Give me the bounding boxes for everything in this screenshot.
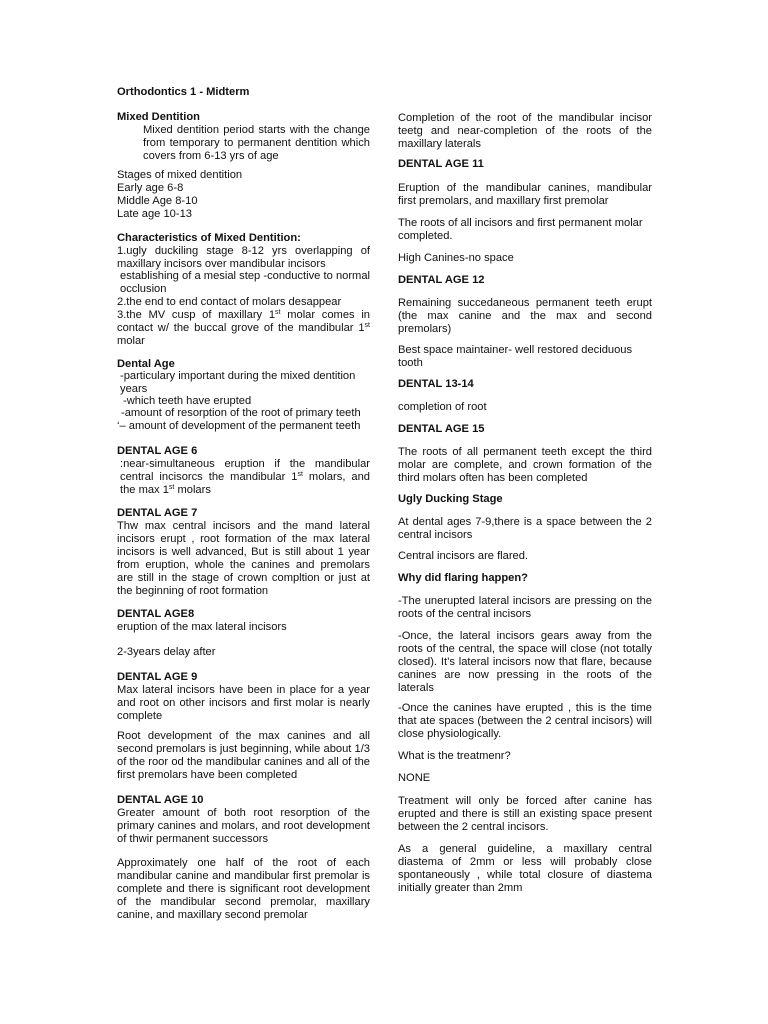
dental-age-9-paragraph: Max lateral incisors have been in place for a year and root on other incisors and first molar is nearly complete [117,684,370,722]
characteristic-3 [117,309,370,348]
dental-age-8-heading: DENTAL AGE8 [117,608,195,620]
dental-age-15-paragraph: The roots of all permanent teeth except the third molar are complete, and crown formation of the third molars often has been completed [398,446,652,484]
dental-13-14-paragraph: completion of root [398,401,487,413]
completion-paragraph: Completion of the root of the mandibular incisor teetg and near-completion of the roots of the maxillary laterals [398,112,652,150]
mixed-dentition-paragraph: Mixed dentition period starts with the change from temporary to permanent dentition which covers from 6-13 yrs of age [143,124,370,162]
dental-13-14-heading: DENTAL 13-14 [398,378,474,390]
characteristics-heading: Characteristics of Mixed Dentition: [117,232,301,244]
dental-age-8-delay: 2-3years delay after [117,646,216,658]
dental-age-10-approx-paragraph: Approximately one half of the root of each mandibular canine and mandibular first premolar is complete and there is significant root development of the mandibular second premolar, maxillary canine, and maxillary second premolar [117,857,370,921]
dental-age-7-paragraph: Thw max central incisors and the mand lateral incisors erupt , root formation of the max lateral incisors is well advanced, But is still about 1 year from eruption, whole the canines and premolars are still in the stage of crown compltion or just at the beginning of root formation [117,520,370,597]
dental-age-11-heading: DENTAL AGE 11 [398,158,484,170]
flaring-reason-3: -Once the canines have erupted , this is the time that ate spaces (between the 2 central incisors) will close physiologically. [398,702,652,740]
dental-age-12-heading: DENTAL AGE 12 [398,274,485,286]
superscript: st [275,309,281,316]
flaring-reason-1: -The unerupted lateral incisors are pressing on the roots of the central incisors [398,595,652,620]
ugly-ducking-paragraph: At dental ages 7-9,there is a space between the 2 central incisors [398,516,652,541]
ugly-ducking-flared: Central incisors are flared. [398,550,529,562]
flaring-reason-2: -Once, the lateral incisors gears away from the roots of the central, the space will close (not totally closed). It’s lateral incisors now that flare, because canines are now pressing in the roots of the laterals [398,630,652,694]
stages-line: Middle Age 8-10 [117,195,198,207]
flaring-question-heading: Why did flaring happen? [398,572,528,584]
characteristic-1: 1.ugly duckiling stage 8-12 yrs overlapping of maxillary incisors over mandibular incisors [117,245,370,270]
dental-age-8-paragraph: eruption of the max lateral incisors [117,621,287,633]
characteristic-3-text: molar [117,334,145,347]
dental-age-15-heading: DENTAL AGE 15 [398,423,485,435]
treatment-none: NONE [398,772,431,784]
dental-age-6-text: molars [174,483,211,496]
dental-age-10-paragraph: Greater amount of both root resorption of the primary canines and molars, and root development of thwir permanent successors [117,807,370,845]
dental-age-point: ‘– amount of development of the permanent teeth [117,420,361,432]
dental-age-point: -particulary important during the mixed dentition years [120,370,356,395]
characteristic-3-text: 3.the MV cusp of maxillary 1 [117,309,276,321]
dental-age-6-text: molars, and the max 1 [120,470,370,496]
ugly-ducking-heading: Ugly Ducking Stage [398,493,503,505]
dental-age-9-heading: DENTAL AGE 9 [117,671,198,683]
characteristic-3-text: molar comes in contact w/ the buccal grove of the mandibular 1 [117,309,370,334]
dental-age-11-roots: The roots of all incisors and first permanent molar completed. [398,217,643,242]
dental-age-10-heading: DENTAL AGE 10 [117,794,204,806]
dental-age-heading: Dental Age [117,358,175,370]
dental-age-12-paragraph: Remaining succedaneous permanent teeth erupt (the max canine and the max and second premolars) [398,297,652,335]
stages-line: Late age 10-13 [117,208,192,220]
characteristic-1b: establishing of a mesial step -conductive to normal occlusion [120,270,370,295]
characteristic-2: 2.the end to end contact of molars desappear [117,296,342,308]
stages-line: Stages of mixed dentition [117,169,243,181]
dental-age-9-root-paragraph: Root development of the max canines and all second premolars is just beginning, while about 1/3 of the roor od the mandibular canines and all of the first premolars have been completed [117,730,370,781]
dental-age-7-heading: DENTAL AGE 7 [117,507,198,519]
superscript: st [297,470,303,478]
superscript: st [168,483,175,491]
dental-age-point: -which teeth have erupted [123,395,252,407]
dental-age-6-heading: DENTAL AGE 6 [117,445,198,457]
superscript: st [364,321,370,329]
guideline-paragraph: As a general guideline, a maxillary central diastema of 2mm or less will probably close spontaneously , while total closure of diastema initially greater than 2mm [398,843,652,894]
dental-age-point: -amount of resorption of the root of primary teeth [121,407,361,419]
dental-age-6-paragraph [117,458,370,497]
dental-age-11-high-canines: High Canines-no space [398,252,514,264]
document-title: Orthodontics 1 - Midterm [117,86,250,98]
stages-line: Early age 6-8 [117,182,184,194]
treatment-question: What is the treatmenr? [398,750,511,762]
treatment-forced-paragraph: Treatment will only be forced after canine has erupted and there is still an existing space present between the 2 central incisors. [398,795,652,833]
dental-age-6-text: :near-simultaneous eruption if the mandibular central incisorcs the mandibular 1 [120,458,370,483]
dental-age-11-paragraph: Eruption of the mandibular canines, mandibular first premolars, and maxillary first premolar [398,182,652,207]
mixed-dentition-heading: Mixed Dentition [117,111,200,123]
dental-age-12-best: Best space maintainer- well restored deciduous tooth [398,344,633,369]
